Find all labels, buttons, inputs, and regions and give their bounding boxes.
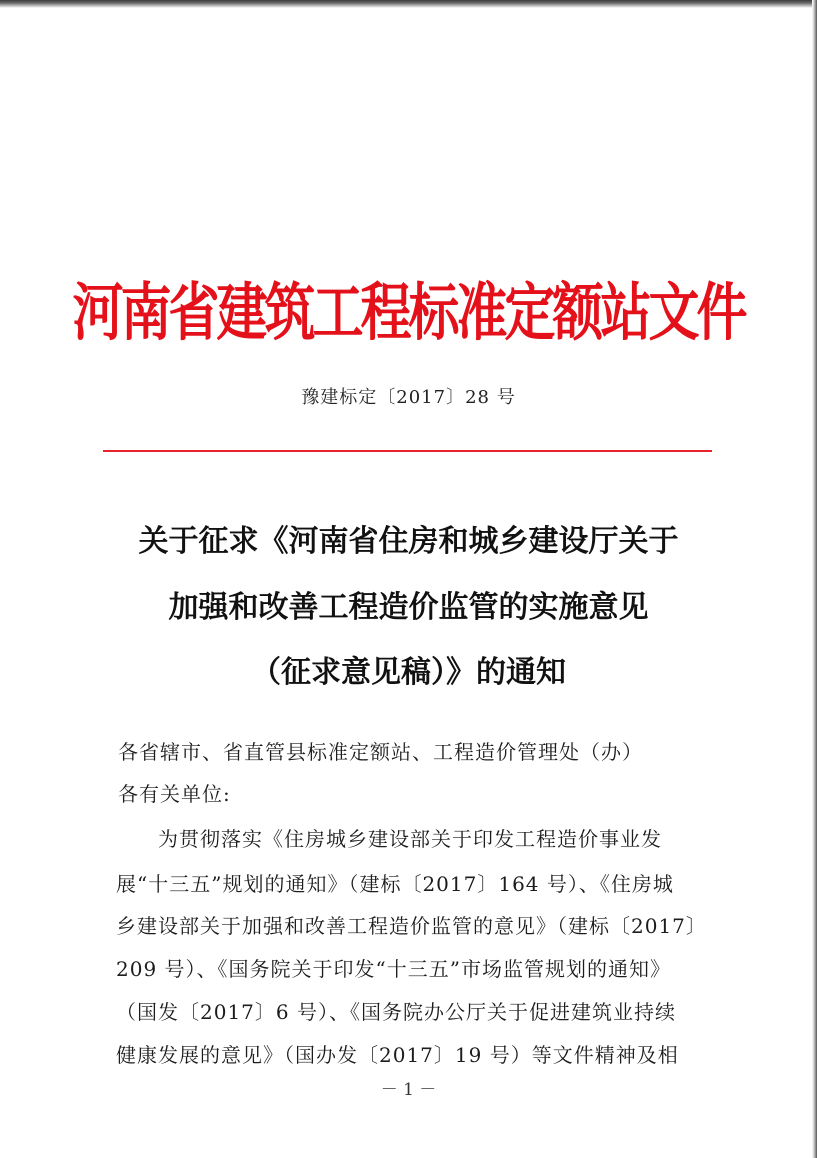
page-number: － 1 － (380, 1080, 437, 1100)
recipients-line-1: 各省辖市、省直管县标准定额站、工程造价管理处（办） (118, 740, 643, 764)
notice-title-line-2: 加强和改善工程造价监管的实施意见 (168, 590, 649, 625)
scan-right-edge (812, 0, 817, 1158)
notice-title-line-1: 关于征求《河南省住房和城乡建设厅关于 (138, 524, 679, 559)
paragraph-line-2: 展“十三五”规划的通知》（建标〔2017〕164 号）、《住房城 (116, 872, 674, 896)
paragraph-line-3: 乡建设部关于加强和改善工程造价监管的意见》（建标〔2017〕 (116, 914, 707, 938)
document-header-title: 河南省建筑工程标准定额站文件 (72, 277, 745, 350)
paragraph-line-5: （国发〔2017〕6 号）、《国务院办公厅关于促进建筑业持续 (116, 1000, 676, 1024)
paragraph-line-1: 为贯彻落实《住房城乡建设部关于印发工程造价事业发 (158, 827, 662, 851)
red-divider-line (103, 450, 712, 452)
paragraph-line-6: 健康发展的意见》（国办发〔2017〕19 号）等文件精神及相 (116, 1043, 679, 1067)
document-number: 豫建标定〔2017〕28 号 (301, 387, 516, 408)
notice-title-line-3: （征求意见稿）》的通知 (251, 655, 566, 690)
paragraph-line-4: 209 号）、《国务院关于印发“十三五”市场监管规划的通知》 (116, 957, 671, 981)
recipients-line-2: 各有关单位: (118, 782, 231, 806)
scan-top-edge (0, 0, 817, 8)
